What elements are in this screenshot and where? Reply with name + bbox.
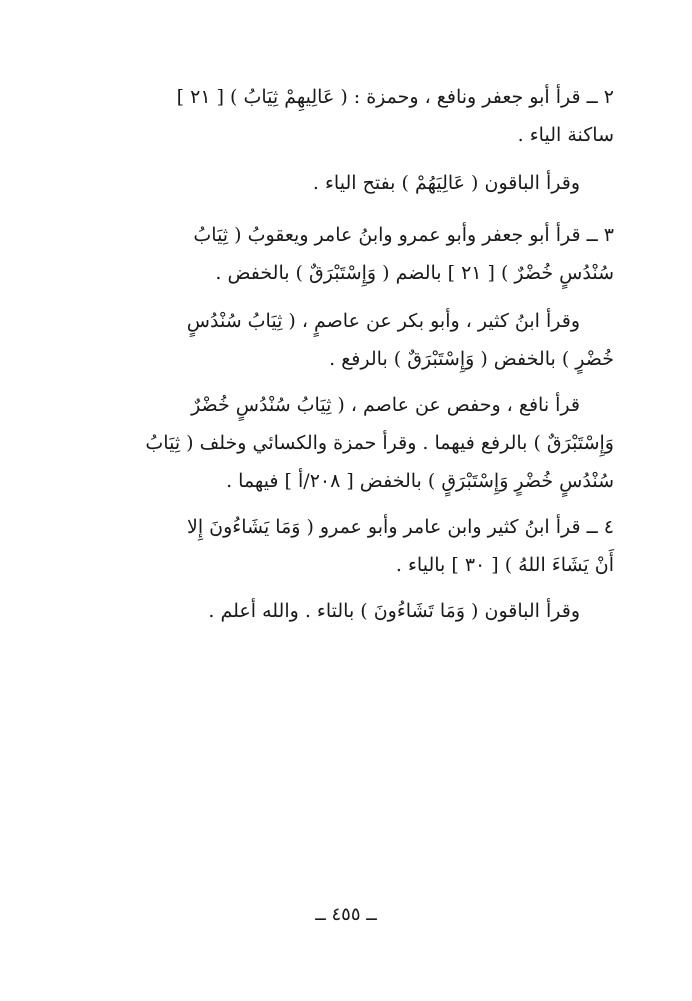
text-line: ٣ ــ قرأ أبو جعفر وأبو عمرو وابنُ عامر ويعقوبُ ( ثِيَابُ [193,224,614,246]
text-line: وقرأ الباقون ( عَالِيَهُمْ ) بفتح الياء . [312,172,580,194]
paragraph-3 [84,216,614,292]
text-line: ساكنة الياء . [517,124,614,146]
text-line: أَنْ يَشَاءَ اللهُ ) [ ٣٠ ] بالياء . [395,554,614,576]
text-line: سُنْدُسٍ خُضْرٌ ) [ ٢١ ] بالضم ( وَإِسْتَبْرَقٌ ) بالخفض . [215,262,614,284]
page-number: ــ ٤٥٥ ــ [315,904,377,925]
paragraph-6 [84,508,614,584]
text-line: وقرأ الباقون ( وَمَا تَشَاءُونَ ) بالتاء . والله أعلم . [208,600,580,622]
text-line: خُضْرٍ ) بالخفض ( وَإِسْتَبْرَقٌ ) بالرفع . [329,348,614,370]
text-line: وقرأ ابنُ كثير ، وأبو بكر عن عاصمٍ ، ( ثِيَابُ سُنْدُسٍ [186,310,580,332]
text-line: ٢ ــ قرأ أبو جعفر ونافع ، وحمزة : ( عَالِيهِمْ ثِيَابُ ) [ ٢١ ] [176,86,614,108]
text-line: سُنْدُسٍ خُضْرٍ وَإِسْتَبْرَقٍ ) بالخفض [ ٢٠٨/أ ] فيهما . [226,470,614,492]
paragraph-5 [84,386,614,500]
text-line: ٤ ــ قرأ ابنُ كثير وابن عامر وأبو عمرو ( وَمَا يَشَاءُونَ إِلا [187,516,614,538]
text-line: قرأ نافع ، وحفص عن عاصم ، ( ثِيَابُ سُنْدُسٍ خُضْرٌ [191,394,580,416]
paragraph-4 [84,302,614,378]
paragraph-1 [84,78,614,154]
paragraph-7 [84,592,614,630]
paragraph-2 [84,164,614,202]
text-line: وَإِسْتَبْرَقٌ ) بالرفع فيهما . وقرأ حمزة والكسائي وخلف ( ثِيَابُ [145,432,614,454]
